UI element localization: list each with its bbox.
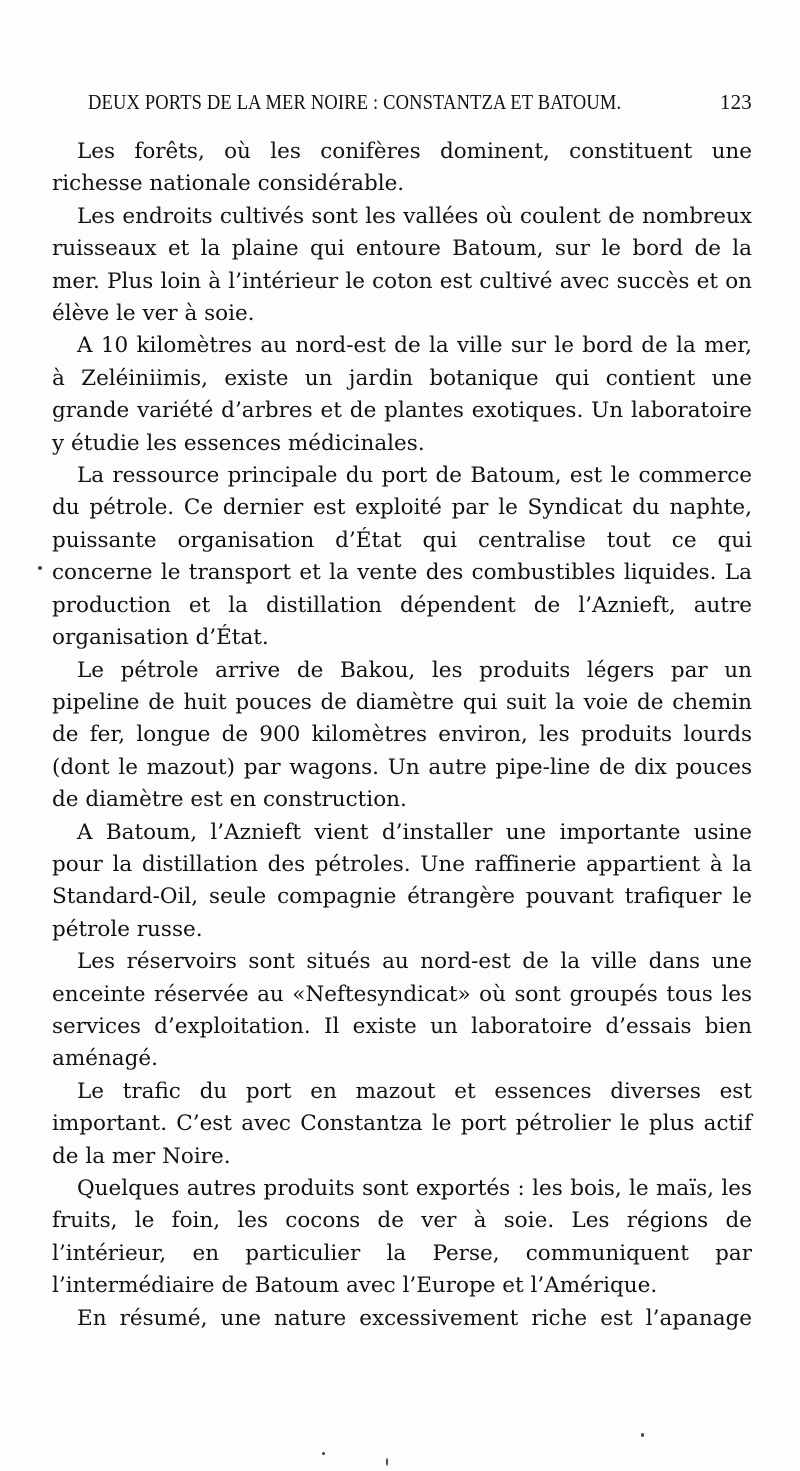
- ink-speck: [322, 1452, 325, 1455]
- running-title: DEUX PORTS DE LA MER NOIRE : CONSTANTZA ET BATOUM.: [88, 90, 622, 114]
- paragraph-port-traffic: Le trafic du port en mazout et essences diverses est important. C’est avec Constantza le port pétrolier le plus actif de la mer Noire.: [52, 1078, 752, 1169]
- paragraph-forests: Les forêts, où les conifères dominent, constituent une richesse nationale considérable.: [52, 139, 752, 197]
- page-number: 123: [719, 90, 752, 114]
- paragraph-pipeline: Le pétrole arrive de Bakou, les produits légers par un pipeline de huit pouces de diamètre qui suit la voie de chemin de fer, longue de 900 kilomètres environ, les produits lourds (dont le mazout) par wagons. Un autre pipe-line de dix pouces de diamètre est en construction.: [52, 657, 752, 813]
- paragraph-botanical-garden: A 10 kilomètres au nord-est de la ville sur le bord de la mer, à Zeléiniimis, existe un jardin botanique qui contient une grande variété d’arbres et de plantes exotiques. Un laboratoire y étudie les essences médicinales.: [52, 333, 752, 456]
- ink-speck: [38, 566, 42, 570]
- running-header: [88, 90, 752, 115]
- paragraph-petroleum-trade: La ressource principale du port de Batoum, est le commerce du pétrole. Ce dernier est exploité par le Syndicat du naphte, puissante organisation d’État qui centralise tout ce qui concerne le transport et la vente des combustibles liquides. La production et la distillation dépendent de l’Aznieft, autre organisation d’État.: [52, 463, 752, 651]
- paragraph-exports: Quelques autres produits sont exportés : les bois, le maïs, les fruits, le foin, les cocons de ver à soie. Les régions de l’intérieur, en particulier la Perse, communiquent par l’intermédiaire de Batoum avec l’Europe et l’Amérique.: [52, 1176, 752, 1299]
- paragraph-summary: En résumé, une nature excessivement riche est l’apanage: [77, 1305, 752, 1331]
- ink-speck: [386, 1458, 388, 1466]
- paragraph-reservoirs: Les réservoirs sont situés au nord-est de la ville dans une enceinte réservée au «Neftesyndicat» où sont groupés tous les services d’exploitation. Il existe un laboratoire d’essais bien aménagé.: [52, 949, 752, 1072]
- ink-speck: [641, 1433, 644, 1437]
- body-text: [52, 136, 752, 1335]
- paragraph-cultivated-areas: Les endroits cultivés sont les vallées où coulent de nombreux ruisseaux et la plaine qui entoure Batoum, sur le bord de la mer. Plus loin à l’intérieur le coton est cultivé avec succès et on élève le ver à soie.: [52, 203, 752, 327]
- paragraph-refinery: A Batoum, l’Aznieft vient d’installer une importante usine pour la distillation des pétroles. Une raffinerie appartient à la Standard-Oil, seule compagnie étrangère pouvant trafiquer le pétrole russe.: [52, 819, 752, 942]
